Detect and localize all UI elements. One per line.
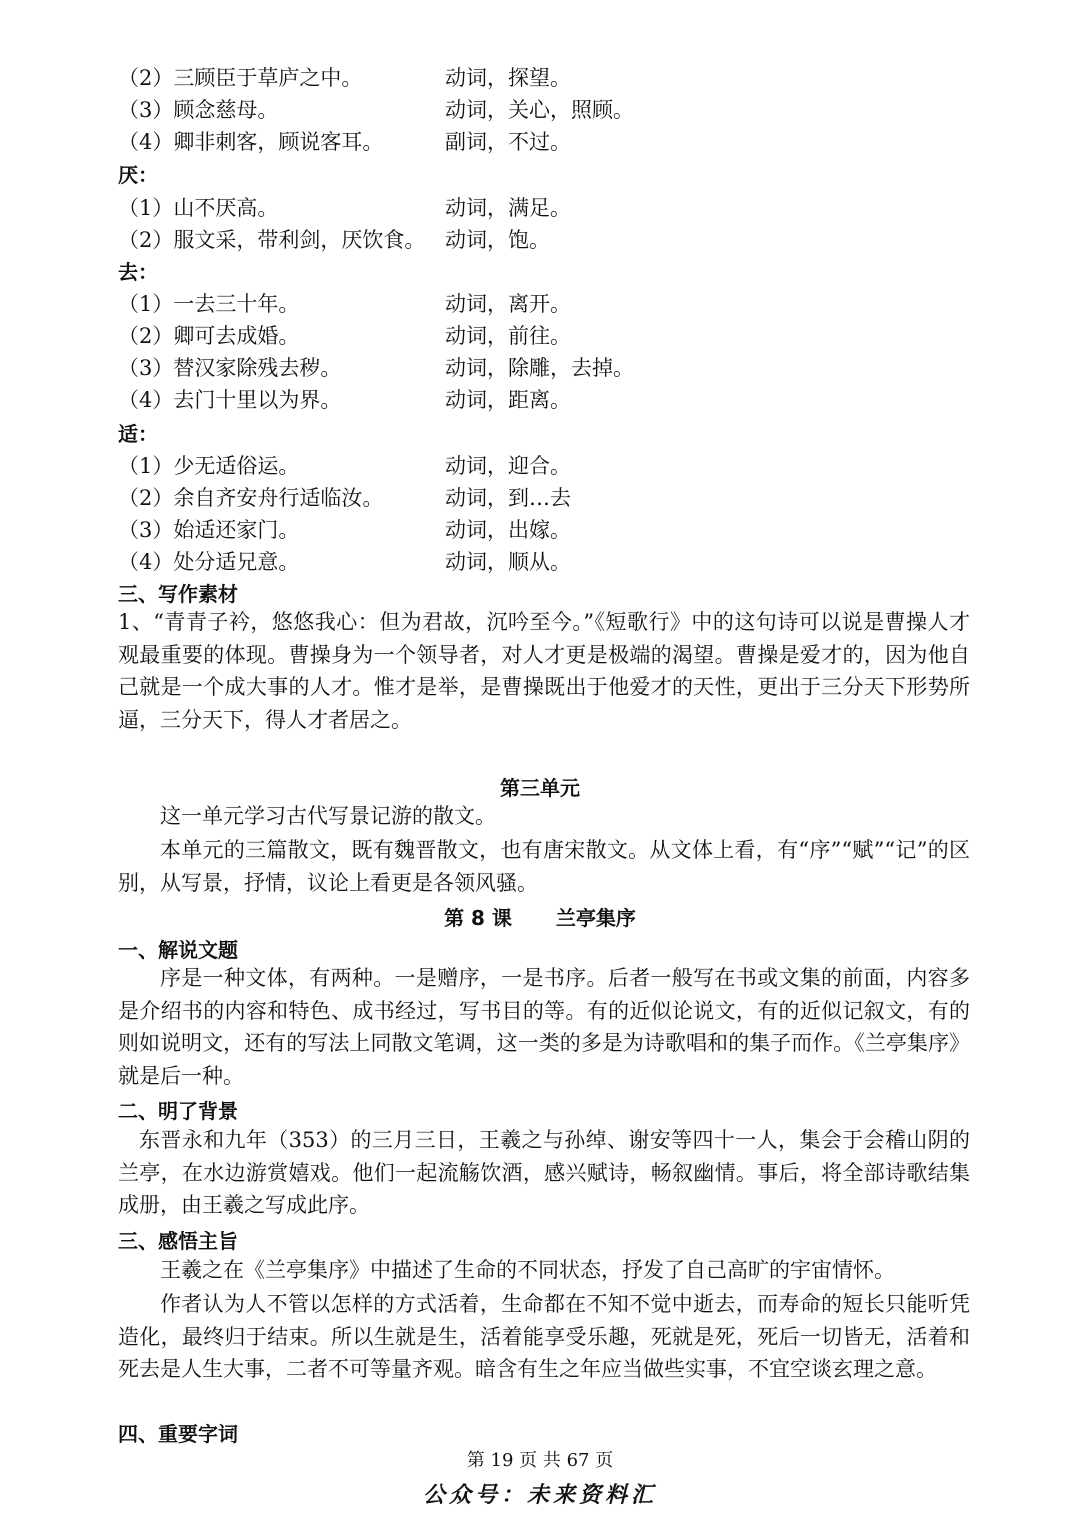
section-heading-background: 二、明了背景: [118, 1099, 238, 1123]
example-sentence: （3）替汉家除残去秽。: [118, 356, 342, 380]
example-sentence: （2）卿可去成婚。: [118, 324, 300, 348]
lesson-title: [0, 902, 1080, 931]
word-heading-qu: 去：: [118, 260, 158, 284]
example-meaning: 动词，满足。: [445, 196, 571, 220]
example-meaning: 动词，顺从。: [445, 550, 571, 574]
example-meaning: 动词，前往。: [445, 324, 571, 348]
example-meaning: 动词，距离。: [445, 388, 571, 412]
example-sentence: （1）山不厌高。: [118, 196, 279, 220]
background-paragraph: 东晋永和九年（353）的三月三日，王羲之与孙绰、谢安等四十一人，集会于会稽山阴的兰亭，在水边游赏嬉戏。他们一起流觞饮酒，感兴赋诗，畅叙幽情。事后，将全部诗歌结集成册，由王羲之写成此序。: [118, 1128, 970, 1218]
example-sentence: （2）三顾臣于草庐之中。: [118, 66, 363, 90]
theme-paragraph: 王羲之在《兰亭集序》中描述了生命的不同状态，抒发了自己高旷的宇宙情怀。: [160, 1258, 895, 1282]
example-sentence: （4）去门十里以为界。: [118, 388, 342, 412]
section-heading-title-explain: 一、解说文题: [118, 938, 238, 962]
example-sentence: （2）服文采，带利剑，厌饮食。: [118, 228, 426, 252]
example-meaning: 动词，出嫁。: [445, 518, 571, 542]
example-sentence: （3）始适还家门。: [118, 518, 300, 542]
page-number: 第 19 页 共 67 页: [466, 1450, 614, 1471]
example-sentence: （1）一去三十年。: [118, 292, 300, 316]
word-heading-yan: 厌：: [118, 163, 158, 187]
example-meaning: 动词，离开。: [445, 292, 571, 316]
example-sentence: （1）少无适俗运。: [118, 454, 300, 478]
section-heading-theme: 三、感悟主旨: [118, 1229, 238, 1253]
unit-intro-paragraph: 本单元的三篇散文，既有魏晋散文，也有唐宋散文。从文体上看，有“序”“赋”“记”的区别，从写景，抒情，议论上看更是各领风骚。: [118, 838, 970, 895]
lesson-number: 第 8 课: [444, 906, 512, 930]
example-meaning: 动词，除雕，去掉。: [445, 356, 634, 380]
unit-title: 第三单元: [500, 776, 580, 800]
unit-intro-paragraph: 这一单元学习古代写景记游的散文。: [160, 804, 496, 828]
section-heading-key-words: 四、重要字词: [118, 1422, 238, 1446]
example-meaning: 动词，关心，照顾。: [445, 98, 634, 122]
writing-material-paragraph: 1、“青青子衿，悠悠我心：但为君故，沉吟至今。”《短歌行》中的这句诗可以说是曹操人才观最重要的体现。曹操身为一个领导者，对人才更是极端的渴望。曹操是爱才的，因为他自己就是一个成大事的人才。惟才是举，是曹操既出于他爱才的天性，更出于三分天下形势所逼，三分天下，得人才者居之。: [118, 610, 970, 732]
example-sentence: （2）余自齐安舟行适临汝。: [118, 486, 384, 510]
example-sentence: （4）处分适兄意。: [118, 550, 300, 574]
theme-paragraph: 作者认为人不管以怎样的方式活着，生命都在不知不觉中逝去，而寿命的短长只能听凭造化，最终归于结束。所以生就是生，活着能享受乐趣，死就是死，死后一切皆无，活着和死去是人生大事，二者不可等量齐观。暗含有生之年应当做些实事，不宜空谈玄理之意。: [118, 1292, 970, 1382]
lesson-name: 兰亭集序: [555, 906, 636, 930]
example-meaning: 副词，不过。: [445, 130, 571, 154]
example-meaning: 动词，到…去: [445, 486, 571, 510]
example-meaning: 动词，饱。: [445, 228, 550, 252]
example-sentence: （4）卿非刺客，顾说客耳。: [118, 130, 384, 154]
section-heading-writing: 三、写作素材: [118, 582, 238, 606]
example-sentence: （3）顾念慈母。: [118, 98, 279, 122]
example-meaning: 动词，探望。: [445, 66, 571, 90]
brand-watermark: 公众号：未来资料汇: [422, 1482, 657, 1508]
title-explain-paragraph: 序是一种文体，有两种。一是赠序，一是书序。后者一般写在书或文集的前面，内容多是介绍书的内容和特色、成书经过，写书目的等。有的近似论说文，有的近似记叙文，有的则如说明文，还有的写法上同散文笔调，这一类的多是为诗歌唱和的集子而作。《兰亭集序》就是后一种。: [118, 966, 970, 1088]
example-meaning: 动词，迎合。: [445, 454, 571, 478]
word-heading-shi: 适：: [118, 422, 158, 446]
